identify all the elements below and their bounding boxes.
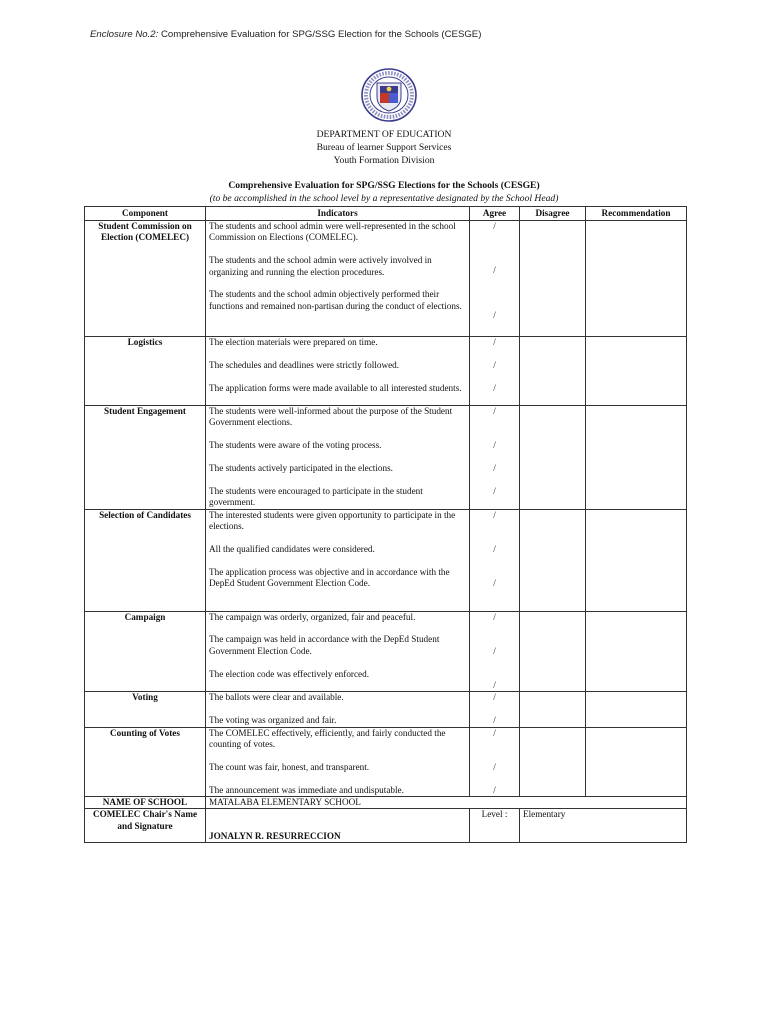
column-header-agree: Agree	[470, 207, 520, 221]
indicator-text: The COMELEC effectively, efficiently, and fairly conducted the counting of votes.	[209, 727, 446, 750]
agree-mark: /	[493, 265, 496, 276]
agree-cell[interactable]	[470, 221, 520, 337]
chair-name-cell[interactable]	[206, 809, 470, 843]
table-row	[85, 337, 687, 406]
indicator-text: The students and the school admin objectively performed their functions and remained non-partisan during the conduct of elections.	[209, 289, 462, 311]
chair-label: COMELEC Chair's Name and Signature	[85, 809, 206, 843]
chair-row	[85, 809, 687, 843]
agree-mark: /	[493, 485, 496, 496]
agree-mark: /	[493, 382, 496, 393]
column-header-recommendation: Recommendation	[586, 207, 687, 221]
indicator-text: The interested students were given opportunity to participate in the elections.	[209, 509, 456, 532]
indicator-text: The students and the school admin were actively involved in organizing and running the election procedures.	[209, 255, 432, 277]
column-header-disagree: Disagree	[520, 207, 586, 221]
indicator-text: The students actively participated in the elections.	[209, 463, 393, 473]
school-label: NAME OF SCHOOL	[85, 797, 206, 809]
department-name: DEPARTMENT OF EDUCATION	[316, 129, 452, 140]
recommendation-cell[interactable]	[586, 692, 687, 727]
indicators-cell	[206, 611, 470, 692]
agree-mark: /	[493, 727, 496, 738]
agree-mark: /	[493, 645, 496, 656]
component-cell: Voting	[85, 692, 206, 727]
table-row	[85, 406, 687, 510]
deped-seal-icon	[355, 67, 423, 123]
agree-cell[interactable]	[470, 727, 520, 796]
agree-mark: /	[493, 715, 496, 726]
form-subtitle: (to be accomplished in the school level by a representative designated by the School Head)	[209, 193, 559, 204]
agree-cell[interactable]	[470, 509, 520, 611]
table-row	[85, 727, 687, 796]
agree-mark: /	[493, 509, 496, 520]
indicators-cell	[206, 221, 470, 337]
component-cell: Selection of Candidates	[85, 509, 206, 611]
enclosure-text: Comprehensive Evaluation for SPG/SSG Election for the Schools (CESGE)	[160, 29, 482, 40]
disagree-cell[interactable]	[520, 509, 586, 611]
indicators-cell	[206, 406, 470, 510]
recommendation-cell[interactable]	[586, 406, 687, 510]
agree-mark: /	[493, 692, 496, 703]
indicator-text: The application forms were made available to all interested students.	[209, 382, 462, 393]
column-header-component: Component	[85, 207, 206, 221]
chair-name-value: JONALYN R. RESURRECCION	[209, 831, 341, 842]
evaluation-table	[84, 206, 687, 843]
indicator-text: The voting was organized and fair.	[209, 715, 337, 726]
division-name: Youth Formation Division	[333, 155, 435, 166]
column-header-indicators: Indicators	[206, 207, 470, 221]
agree-mark: /	[493, 578, 496, 589]
agree-mark: /	[493, 543, 496, 554]
indicator-text: The ballots were clear and available.	[209, 692, 344, 703]
component-cell: Student Commission on Election (COMELEC)	[85, 221, 206, 337]
table-header-row	[85, 207, 687, 221]
component-cell: Logistics	[85, 337, 206, 406]
form-title: Comprehensive Evaluation for SPG/SSG Elections for the Schools (CESGE)	[228, 180, 540, 191]
disagree-cell[interactable]	[520, 692, 586, 727]
agree-cell[interactable]	[470, 337, 520, 406]
indicator-text: The announcement was immediate and undisputable.	[209, 784, 404, 795]
table-row	[85, 509, 687, 611]
department-header	[0, 128, 768, 167]
recommendation-cell[interactable]	[586, 509, 687, 611]
agree-mark: /	[493, 337, 496, 347]
indicator-text: The students were aware of the voting process.	[209, 440, 382, 451]
recommendation-cell[interactable]	[586, 727, 687, 796]
agree-mark: /	[493, 784, 496, 795]
table-row	[85, 221, 687, 337]
disagree-cell[interactable]	[520, 611, 586, 692]
agree-mark: /	[493, 761, 496, 772]
indicator-text: The application process was objective and in accordance with the DepEd Student Government Election Code.	[209, 566, 450, 589]
component-cell: Campaign	[85, 611, 206, 692]
level-value[interactable]: Elementary	[520, 809, 687, 843]
indicator-text: The election materials were prepared on time.	[209, 337, 378, 347]
agree-cell[interactable]	[470, 692, 520, 727]
agree-mark: /	[493, 221, 496, 231]
disagree-cell[interactable]	[520, 221, 586, 337]
enclosure-header	[90, 29, 481, 40]
disagree-cell[interactable]	[520, 337, 586, 406]
indicator-text: The election code was effectively enforced.	[209, 668, 370, 679]
level-label: Level :	[470, 809, 520, 843]
disagree-cell[interactable]	[520, 727, 586, 796]
indicator-text: The students were encouraged to participate in the student government.	[209, 485, 423, 508]
agree-mark: /	[493, 611, 496, 622]
indicators-cell	[206, 337, 470, 406]
component-cell: Counting of Votes	[85, 727, 206, 796]
indicator-text: The students were well-informed about the purpose of the Student Government elections.	[209, 406, 453, 428]
component-cell: Student Engagement	[85, 406, 206, 510]
indicator-text: The campaign was orderly, organized, fair and peaceful.	[209, 611, 416, 622]
table-row	[85, 611, 687, 692]
indicators-cell	[206, 727, 470, 796]
indicators-cell	[206, 692, 470, 727]
indicator-text: The students and school admin were well-represented in the school Commission on Elections (COMELEC).	[209, 221, 456, 243]
indicators-cell	[206, 509, 470, 611]
agree-mark: /	[493, 680, 496, 691]
bureau-name: Bureau of learner Support Services	[316, 142, 452, 153]
agree-mark: /	[493, 309, 496, 320]
school-row	[85, 797, 687, 809]
agree-mark: /	[493, 359, 496, 370]
disagree-cell[interactable]	[520, 406, 586, 510]
recommendation-cell[interactable]	[586, 337, 687, 406]
enclosure-label: Enclosure No.2:	[90, 29, 159, 40]
agree-mark: /	[493, 440, 496, 451]
table-row	[85, 692, 687, 727]
recommendation-cell[interactable]	[586, 611, 687, 692]
agree-mark: /	[493, 406, 496, 416]
indicator-text: The count was fair, honest, and transparent.	[209, 761, 370, 772]
agree-cell[interactable]	[470, 406, 520, 510]
agree-mark: /	[493, 463, 496, 473]
indicator-text: The campaign was held in accordance with the DepEd Student Government Election Code.	[209, 634, 440, 656]
agree-cell[interactable]	[470, 611, 520, 692]
school-name-value[interactable]: MATALABA ELEMENTARY SCHOOL	[206, 797, 687, 809]
recommendation-cell[interactable]	[586, 221, 687, 337]
indicator-text: All the qualified candidates were considered.	[209, 543, 375, 554]
indicator-text: The schedules and deadlines were strictly followed.	[209, 359, 400, 370]
